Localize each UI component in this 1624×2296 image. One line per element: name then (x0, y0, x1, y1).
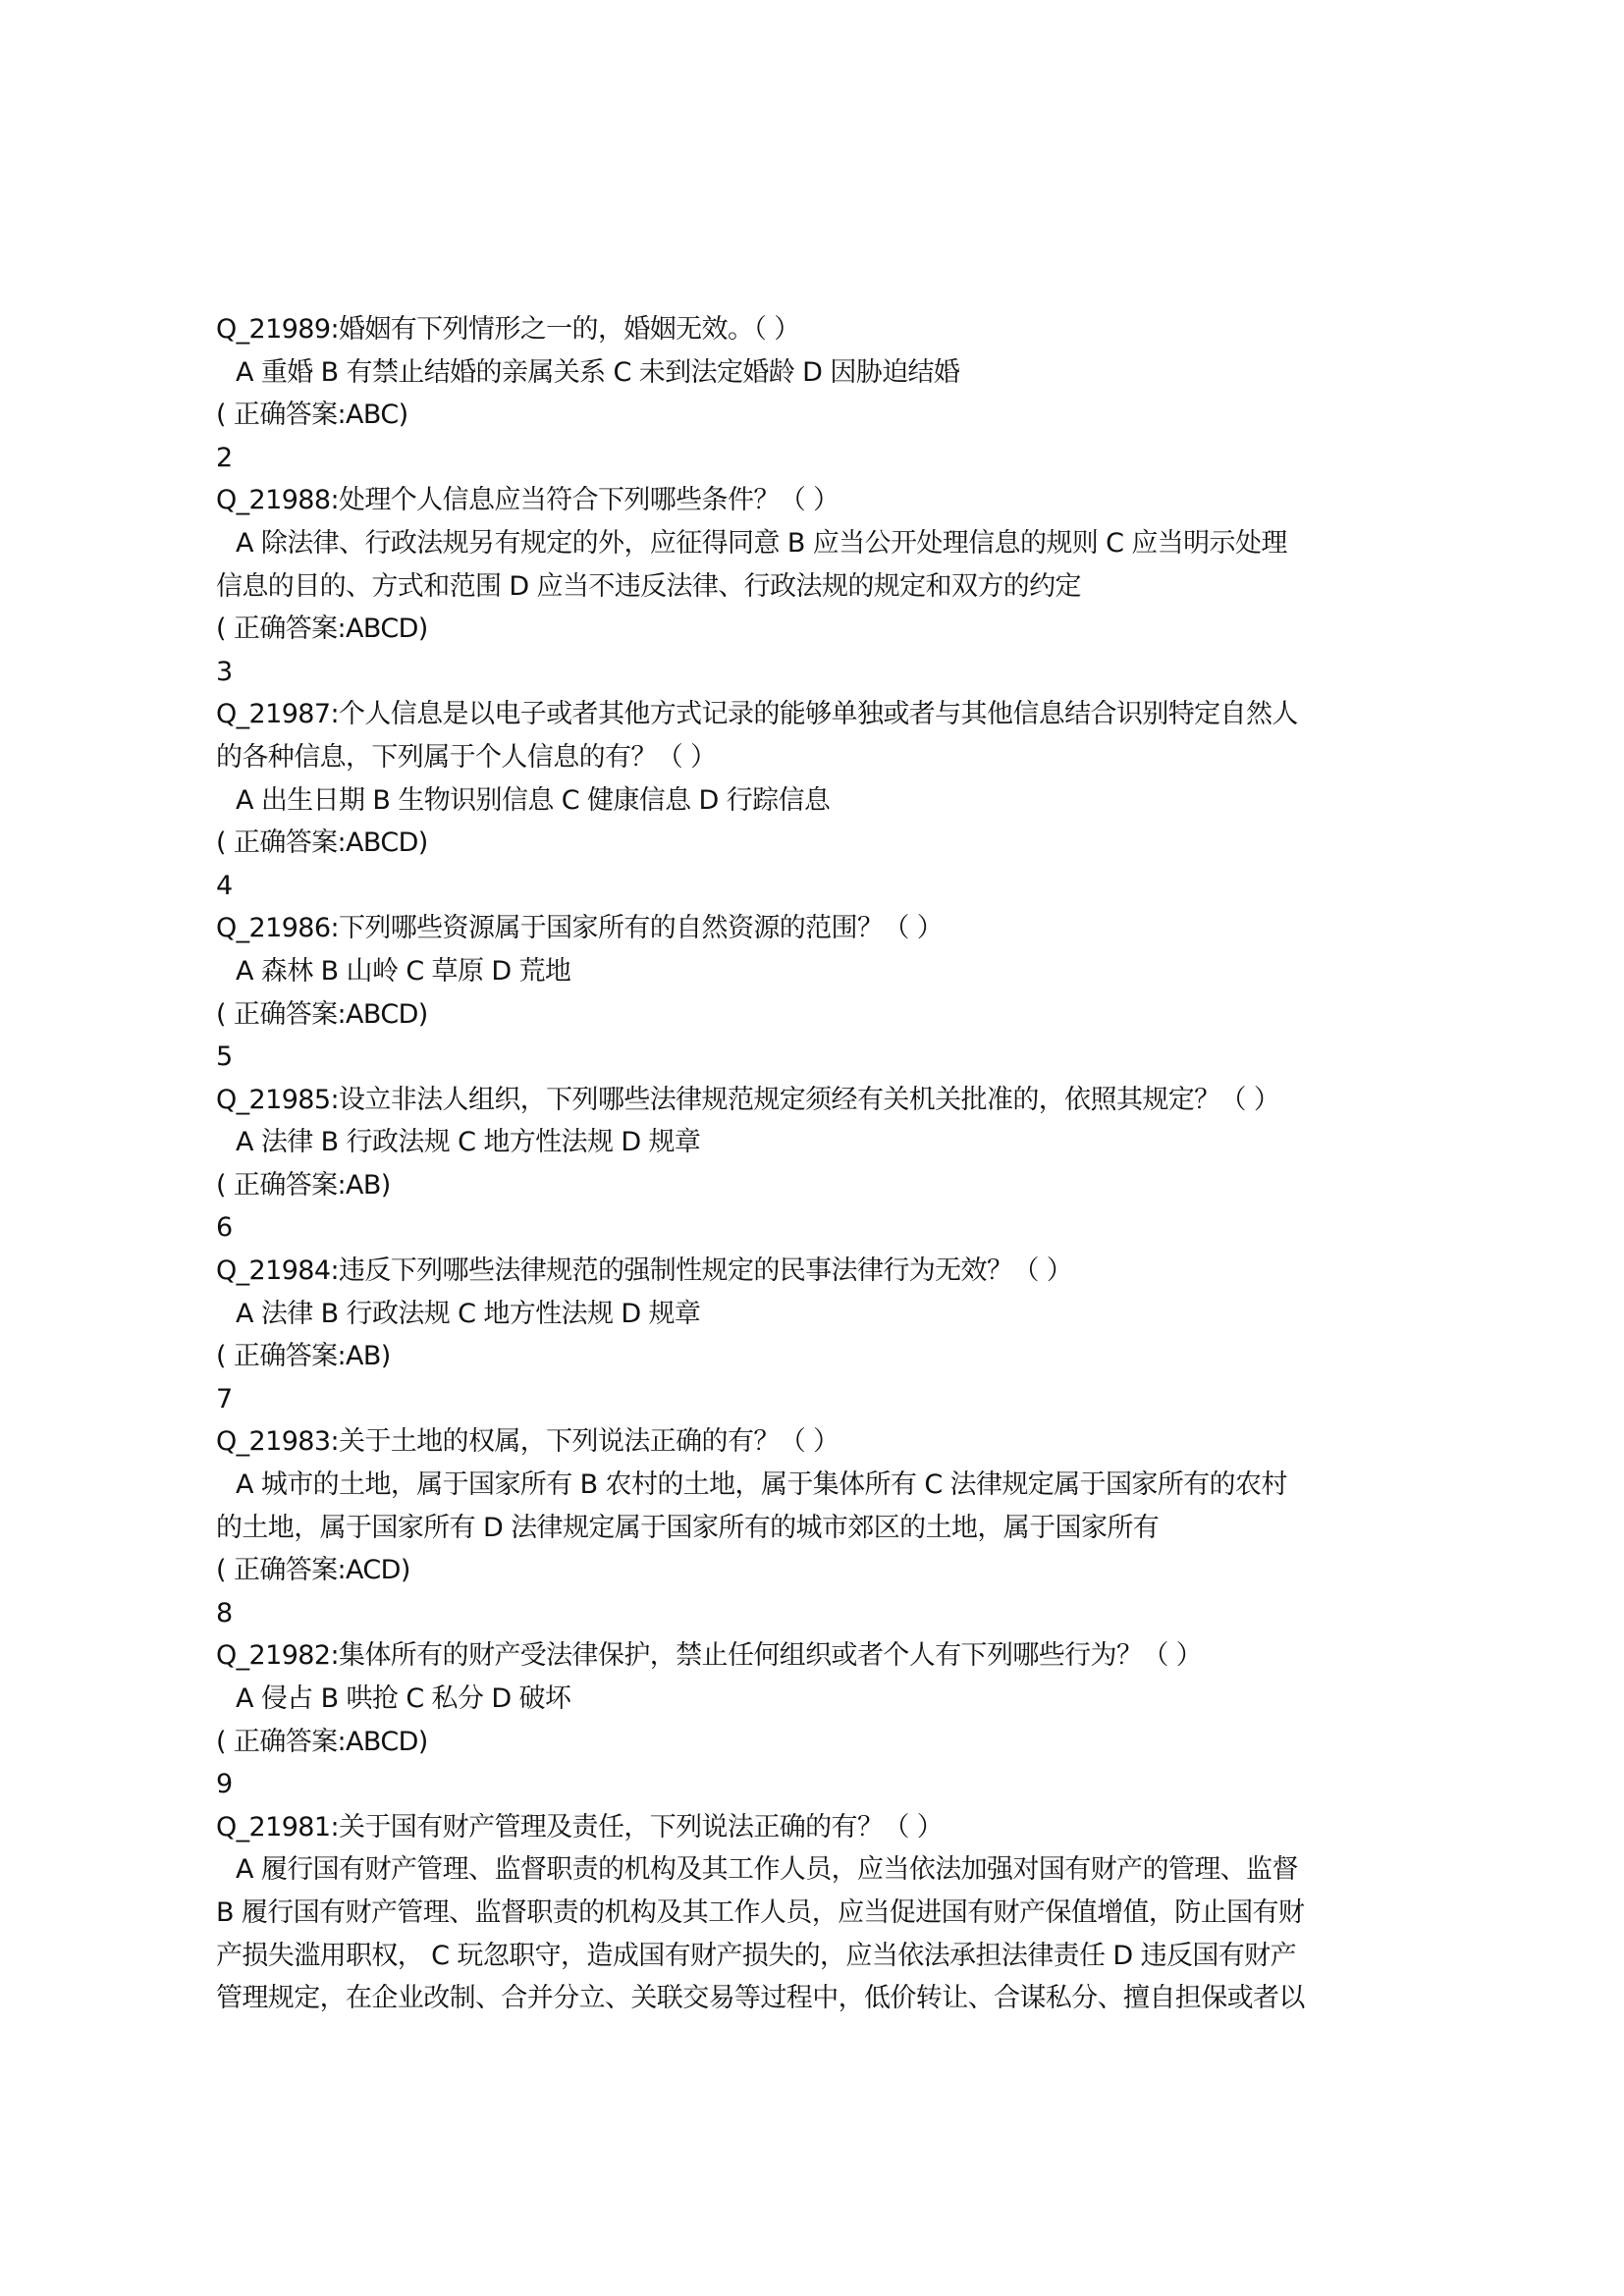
question-options: A 重婚 B 有禁止结婚的亲属关系 C 未到法定婚龄 D 因胁迫结婚 (236, 356, 960, 388)
question-text: Q_21984:违反下列哪些法律规范的强制性规定的民事法律行为无效？（ ） (216, 1255, 1073, 1287)
question-number: 6 (216, 1212, 233, 1244)
question-options: A 侵占 B 哄抢 C 私分 D 破坏 (236, 1683, 571, 1714)
question-block (216, 693, 1443, 907)
question-number: 2 (216, 442, 233, 473)
correct-answer: ( 正确答案:AB) (216, 1341, 391, 1372)
question-options: A 除法律、行政法规另有规定的外，应征得同意 B 应当公开处理信息的规则 C 应当明示处理 (236, 527, 1287, 559)
question-options: A 城市的土地，属于国家所有 B 农村的土地，属于集体所有 C 法律规定属于国家所有的农村 (236, 1469, 1287, 1501)
question-options: A 森林 B 山岭 C 草原 D 荒地 (236, 955, 571, 987)
correct-answer: ( 正确答案:ABCD) (216, 828, 428, 859)
question-number: 7 (216, 1383, 233, 1415)
question-block (216, 1250, 1443, 1420)
question-text: Q_21989:婚姻有下列情形之一的，婚姻无效。（ ） (216, 314, 800, 345)
correct-answer: ( 正确答案:ACD) (216, 1555, 410, 1586)
question-options: A 出生日期 B 生物识别信息 C 健康信息 D 行踪信息 (236, 784, 831, 816)
document-page (216, 308, 1443, 2020)
question-number: 9 (216, 1769, 233, 1800)
question-block (216, 907, 1443, 1078)
question-options-continued: 信息的目的、方式和范围 D 应当不违反法律、行政法规的规定和双方的约定 (216, 570, 1081, 602)
question-options-continued: B 履行国有财产管理、监督职责的机构及其工作人员，应当促进国有财产保值增值，防止国有财 (216, 1896, 1305, 1928)
correct-answer: ( 正确答案:ABCD) (216, 1726, 428, 1757)
question-text: Q_21981:关于国有财产管理及责任，下列说法正确的有？（ ） (216, 1811, 944, 1842)
question-number: 5 (216, 1041, 233, 1073)
correct-answer: ( 正确答案:AB) (216, 1169, 391, 1201)
question-text: Q_21988:处理个人信息应当符合下列哪些条件？（ ） (216, 485, 839, 516)
question-options-continued: 产损失滥用职权， C 玩忽职守，造成国有财产损失的，应当依法承担法律责任 D 违反国有财产 (216, 1940, 1296, 1971)
question-block (216, 1420, 1443, 1634)
question-options-continued: 的土地，属于国家所有 D 法律规定属于国家所有的城市郊区的土地，属于国家所有 (216, 1512, 1160, 1543)
question-options: A 履行国有财产管理、监督职责的机构及其工作人员，应当依法加强对国有财产的管理、监督 (236, 1854, 1298, 1886)
question-number: 8 (216, 1597, 233, 1629)
question-text: Q_21986:下列哪些资源属于国家所有的自然资源的范围？（ ） (216, 913, 944, 944)
question-block (216, 479, 1443, 693)
question-block (216, 1079, 1443, 1250)
question-number: 3 (216, 656, 233, 687)
question-text: Q_21982:集体所有的财产受法律保护，禁止任何组织或者个人有下列哪些行为？（ ） (216, 1640, 1203, 1672)
question-options: A 法律 B 行政法规 C 地方性法规 D 规章 (236, 1298, 701, 1329)
question-block (216, 1806, 1443, 2020)
question-text: Q_21985:设立非法人组织，下列哪些法律规范规定须经有关机关批准的，依照其规定？（ ） (216, 1084, 1280, 1115)
correct-answer: ( 正确答案:ABCD) (216, 614, 428, 645)
question-text-continued: 的各种信息，下列属于个人信息的有？（ ） (216, 741, 717, 773)
question-text: Q_21983:关于土地的权属，下列说法正确的有？（ ） (216, 1426, 839, 1458)
question-options-continued: 管理规定，在企业改制、合并分立、关联交易等过程中，低价转让、合谋私分、擅自担保或者以 (216, 1983, 1305, 2014)
question-number: 4 (216, 870, 233, 901)
correct-answer: ( 正确答案:ABCD) (216, 998, 428, 1030)
question-text: Q_21987:个人信息是以电子或者其他方式记录的能够单独或者与其他信息结合识别特定自然人 (216, 699, 1298, 730)
correct-answer: ( 正确答案:ABC) (216, 400, 408, 431)
question-block (216, 1634, 1443, 1805)
question-options: A 法律 B 行政法规 C 地方性法规 D 规章 (236, 1127, 701, 1158)
question-block (216, 308, 1443, 479)
